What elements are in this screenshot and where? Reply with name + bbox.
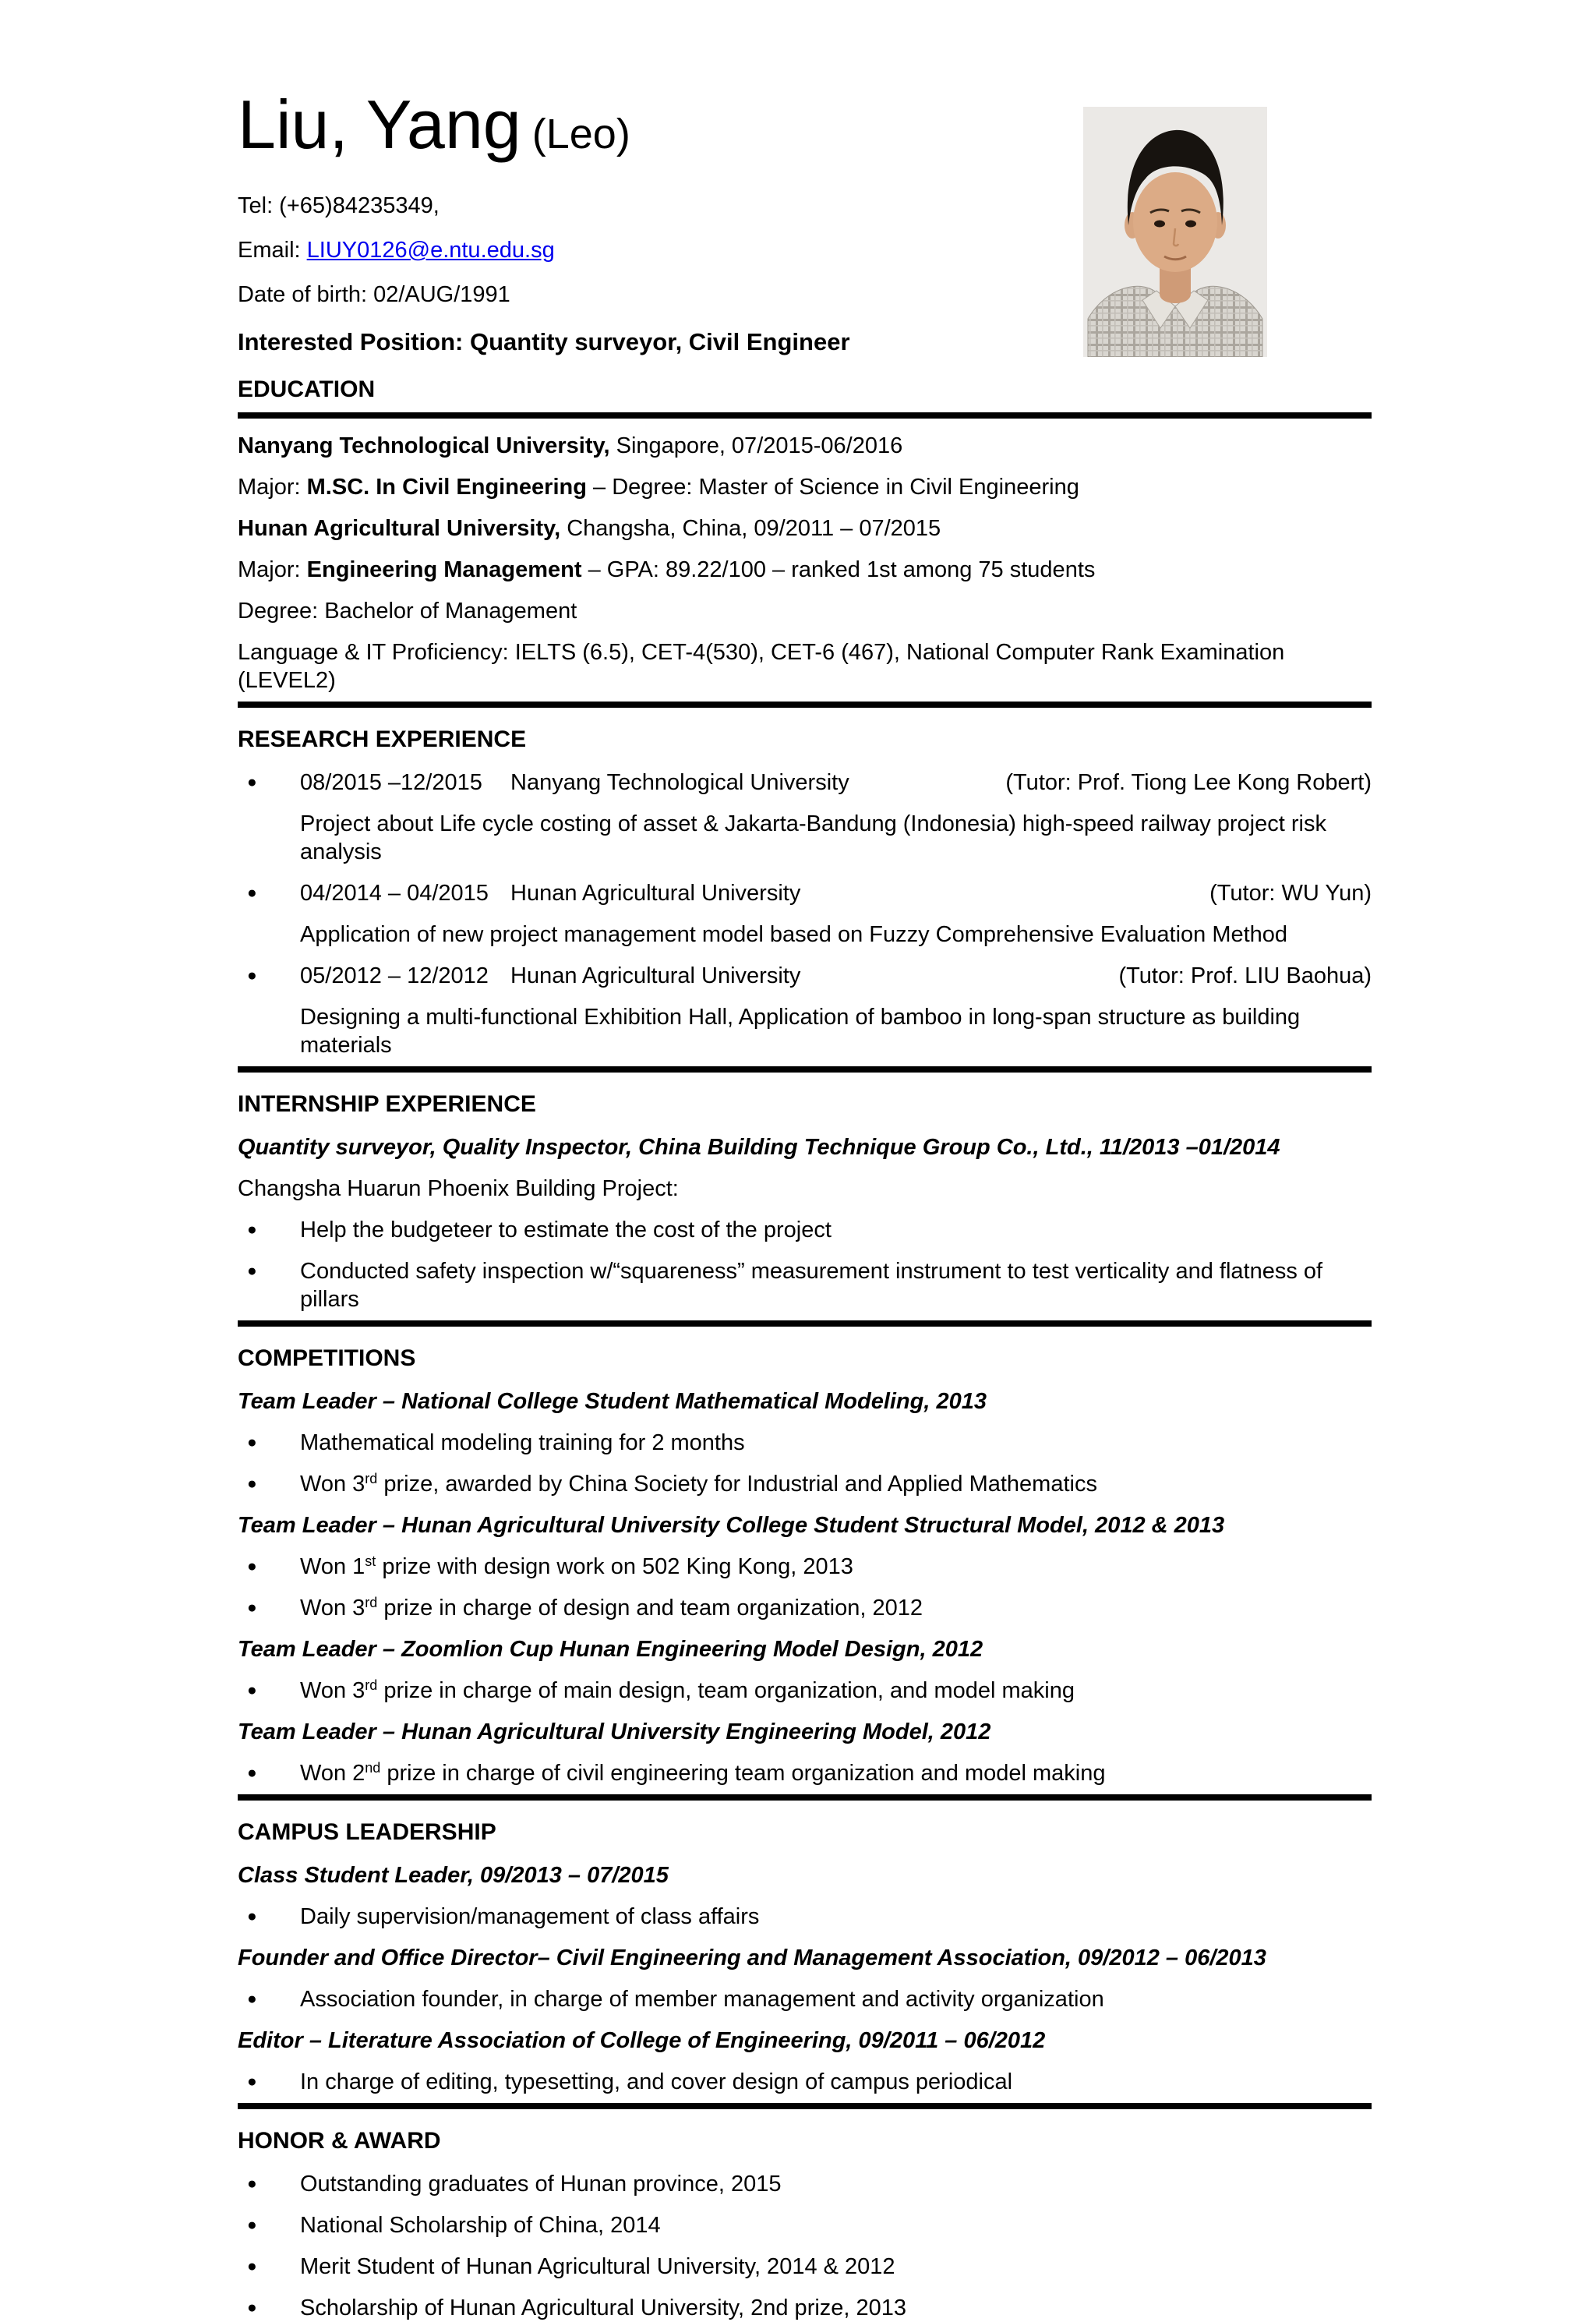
email-label: Email: [238,238,307,263]
bullet-icon: ● [247,1433,257,1451]
section-title: INTERNSHIP EXPERIENCE [238,1091,536,1117]
section-rule [238,412,1372,419]
candidate-nickname: (Leo) [531,111,630,157]
section-title: COMPETITIONS [238,1345,416,1371]
entry-institution: Nanyang Technological University [510,770,849,795]
text-run: Mathematical modeling training for 2 months [300,1430,745,1455]
text-run: Founder and Office Director– Civil Engineering and Management Association, 09/2012 – 06/2013 [238,1946,1266,1970]
section-title: CAMPUS LEADERSHIP [238,1819,496,1845]
entry-tutor: (Tutor: WU Yun) [1209,881,1372,906]
text-line [238,597,1372,625]
section-title: RESEARCH EXPERIENCE [238,726,527,752]
text-run: prize in charge of civil engineering team organization and model making [380,1761,1106,1786]
bullet-icon: ● [247,1557,257,1575]
bullet-item [238,1985,1372,2013]
bullet-item [238,2211,1372,2239]
photo-face [1133,172,1217,272]
text-run: Merit Student of Hunan Agricultural University, 2014 & 2012 [300,2254,895,2279]
text-run: Team Leader – National College Student Mathematical Modeling, 2013 [238,1389,987,1414]
text-run: Editor – Literature Association of College of Engineering, 09/2011 – 06/2012 [238,2028,1046,2053]
bullet-icon: ● [247,1221,257,1239]
subsection-heading [238,1133,1372,1161]
bullet-item [238,2253,1372,2281]
bullet-icon: ● [247,1681,257,1699]
ordinal-suffix: rd [365,1595,378,1610]
text-run: – Degree: Master of Science in Civil Engineering [586,475,1079,500]
bullet-item [238,1759,1372,1787]
subsection-heading [238,1387,1372,1415]
text-run: Team Leader – Hunan Agricultural University Engineering Model, 2012 [238,1719,991,1744]
bullet-icon: ● [247,884,257,902]
entry-description [238,810,1372,866]
profile-photo [1083,107,1267,357]
bullet-icon: ● [247,1990,257,2008]
entry-description [238,1003,1372,1059]
bullet-item [238,1553,1372,1581]
research-entry [238,879,1372,907]
research-entry [238,769,1372,797]
text-line [238,1175,1372,1203]
ordinal-suffix: nd [365,1760,381,1776]
ordinal-suffix: rd [365,1677,378,1693]
section-competitions [238,1343,1372,1801]
bullet-item [238,1594,1372,1622]
ordinal-suffix: st [365,1553,376,1569]
dob-line: Date of birth: 02/AUG/1991 [238,282,510,307]
bullet-icon: ● [247,2175,257,2193]
text-run: Changsha, China, 09/2011 – 07/2015 [560,516,941,541]
bullet-item [238,1429,1372,1457]
bullet-icon: ● [247,1262,257,1280]
text-run: Hunan Agricultural University, [238,516,561,541]
text-run: Application of new project management model based on Fuzzy Comprehensive Evaluation Method [300,922,1288,947]
text-run: Degree: Bachelor of Management [238,599,577,624]
text-line [238,473,1372,501]
bullet-icon: ● [247,967,257,984]
bullet-item [238,1903,1372,1931]
interested-position: Interested Position: Quantity surveyor, Civil Engineer [238,328,850,355]
text-run: prize in charge of design and team organization, 2012 [377,1596,923,1620]
bullet-item [238,1257,1372,1313]
text-run: Won 3 [300,1678,365,1703]
email-link[interactable]: LIUY0126@e.ntu.edu.sg [306,238,555,263]
subsection-heading [238,1861,1372,1889]
text-run: prize, awarded by China Society for Industrial and Applied Mathematics [377,1472,1097,1497]
section-rule [238,2103,1372,2109]
bullet-item [238,2068,1372,2096]
bullet-icon: ● [247,2073,257,2091]
subsection-heading [238,2027,1372,2055]
subsection-heading [238,1944,1372,1972]
text-run: Association founder, in charge of member management and activity organization [300,1987,1104,2012]
bullet-icon: ● [247,2257,257,2275]
candidate-name: Liu, Yang [238,86,521,163]
entry-date: 08/2015 –12/2015 [300,770,482,795]
tel-line: Tel: (+65)84235349, [238,193,440,218]
section-title: HONOR & AWARD [238,2128,441,2154]
entry-date: 05/2012 – 12/2012 [300,963,489,988]
section-title: EDUCATION [238,376,376,402]
text-line [238,432,1372,460]
text-run: Conducted safety inspection w/“squareness” measurement instrument to test verticality and flatness of pillars [300,1259,1323,1312]
text-run: prize in charge of main design, team organization, and model making [377,1678,1075,1703]
entry-date: 04/2014 – 04/2015 [300,881,489,906]
bullet-item [238,1216,1372,1244]
text-run: Won 3 [300,1472,365,1497]
photo-eye-left [1154,221,1165,228]
bullet-icon: ● [247,1907,257,1925]
bullet-icon: ● [247,2299,257,2317]
sections-container [238,374,1372,2322]
section-rule [238,1320,1372,1327]
entry-tutor: (Tutor: Prof. LIU Baohua) [1118,963,1372,988]
text-run: National Scholarship of China, 2014 [300,2213,661,2238]
bullet-icon: ● [247,1764,257,1782]
text-run: In charge of editing, typesetting, and cover design of campus periodical [300,2069,1013,2094]
section-internship-experience [238,1089,1372,1327]
section-rule [238,1794,1372,1801]
text-run: Engineering Management [306,557,582,582]
section-rule [238,1066,1372,1073]
text-run: Daily supervision/management of class affairs [300,1904,760,1929]
section-education [238,374,1372,708]
bullet-icon: ● [247,2216,257,2234]
text-line [238,638,1372,694]
text-line [238,556,1372,584]
section-honor-award [238,2126,1372,2322]
text-run: Class Student Leader, 09/2013 – 07/2015 [238,1863,669,1888]
bullet-icon: ● [247,1599,257,1617]
ordinal-suffix: rd [365,1471,378,1486]
research-entry [238,962,1372,990]
subsection-heading [238,1635,1372,1663]
section-campus-leadership [238,1817,1372,2109]
subsection-heading [238,1718,1372,1746]
text-run: Singapore, 07/2015-06/2016 [609,433,903,458]
text-run: prize with design work on 502 King Kong, 2013 [376,1554,853,1579]
bullet-icon: ● [247,1475,257,1493]
text-run: Changsha Huarun Phoenix Building Project: [238,1176,679,1201]
section-rule [238,702,1372,708]
photo-eye-right [1185,221,1196,228]
bullet-item [238,1677,1372,1705]
text-run: Nanyang Technological University, [238,433,610,458]
text-run: Team Leader – Zoomlion Cup Hunan Engineering Model Design, 2012 [238,1637,983,1662]
text-run: Designing a multi-functional Exhibition Hall, Application of bamboo in long-span structure as building materials [300,1005,1301,1058]
text-run: Won 2 [300,1761,365,1786]
bullet-icon: ● [247,773,257,791]
entry-description [238,921,1372,949]
text-run: M.SC. In Civil Engineering [306,475,587,500]
text-run: Project about Life cycle costing of asset & Jakarta-Bandung (Indonesia) high-speed railway project risk analysis [300,811,1326,864]
entry-tutor: (Tutor: Prof. Tiong Lee Kong Robert) [1005,770,1372,795]
text-run: Major: [238,475,307,500]
bullet-item [238,2294,1372,2322]
entry-institution: Hunan Agricultural University [510,963,801,988]
text-run: – GPA: 89.22/100 – ranked 1st among 75 students [581,557,1096,582]
text-line [238,514,1372,543]
subsection-heading [238,1511,1372,1539]
text-run: Quantity surveyor, Quality Inspector, China Building Technique Group Co., Ltd., 11/2013 –01/2014 [238,1135,1280,1160]
bullet-item [238,1470,1372,1498]
text-run: Language & IT Proficiency: IELTS (6.5), CET-4(530), CET-6 (467), National Computer Rank Examination (LEVEL2) [238,640,1285,693]
section-research-experience [238,724,1372,1073]
text-run: Team Leader – Hunan Agricultural University College Student Structural Model, 2012 & 2013 [238,1513,1225,1538]
text-run: Major: [238,557,307,582]
entry-institution: Hunan Agricultural University [510,881,801,906]
bullet-item [238,2170,1372,2198]
text-run: Outstanding graduates of Hunan province, 2015 [300,2172,782,2197]
text-run: Won 1 [300,1554,365,1579]
text-run: Help the budgeteer to estimate the cost of the project [300,1218,832,1242]
text-run: Won 3 [300,1596,365,1620]
text-run: Scholarship of Hunan Agricultural University, 2nd prize, 2013 [300,2295,907,2320]
